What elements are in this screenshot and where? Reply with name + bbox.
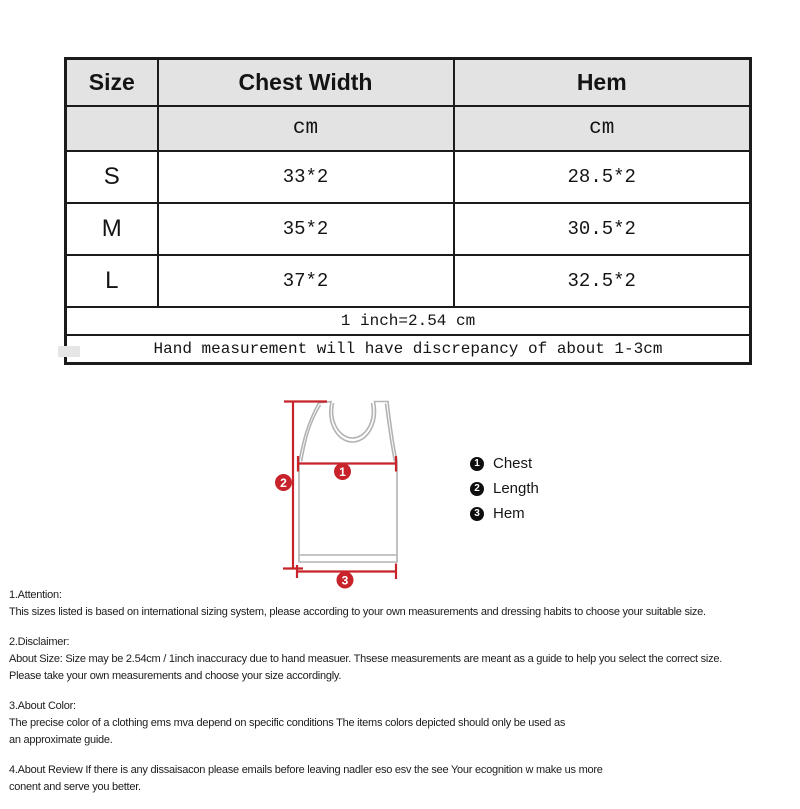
note-text: The precise color of a clothing ems mva depend on specific conditions The items colors depicted should only be used as xyxy=(9,717,566,729)
hem-l: 32.5*2 xyxy=(454,255,751,307)
marker-3-number: 3 xyxy=(341,573,349,588)
neckline-binding xyxy=(333,403,373,438)
unit-cell-hem: cm xyxy=(454,106,751,151)
legend-item-chest xyxy=(470,456,539,471)
note-text: About Size: Size may be 2.54cm / 1inch inaccuracy due to hand measuer. Thsese measurements are meant as a guide to help you select the correct size. xyxy=(9,653,723,665)
note-section-about-review xyxy=(9,762,799,796)
header-chest-width: Chest Width xyxy=(158,59,454,107)
legend-label-chest: Chest xyxy=(493,455,533,472)
marker-1-number: 1 xyxy=(339,464,346,479)
legend-bullet-1: 1 xyxy=(470,457,484,471)
measurement-legend xyxy=(470,456,539,531)
unit-cell-chest: cm xyxy=(158,106,454,151)
tank-top-outline xyxy=(299,402,397,563)
legend-bullet-3: 3 xyxy=(470,507,484,521)
legend-label-hem: Hem xyxy=(493,505,525,522)
note-section-disclaimer xyxy=(9,634,799,685)
legend-label-length: Length xyxy=(493,480,539,497)
note-text: conent and serve you better. xyxy=(9,781,141,793)
measurement-note: Hand measurement will have discrepancy of about 1-3cm xyxy=(66,335,751,364)
conversion-note: 1 inch=2.54 cm xyxy=(66,307,751,335)
note-section-about-color xyxy=(9,698,799,749)
hem-m: 30.5*2 xyxy=(454,203,751,255)
note-text: This sizes listed is based on international sizing system, please according to your own measurements and dressing habits to choose your suitable size. xyxy=(9,606,706,618)
note-title: 3.About Color: xyxy=(9,700,76,712)
legend-item-hem xyxy=(470,506,539,521)
legend-bullet-2: 2 xyxy=(470,482,484,496)
chest-s: 33*2 xyxy=(158,151,454,203)
hem-s: 28.5*2 xyxy=(454,151,751,203)
size-s: S xyxy=(66,151,158,203)
chest-m: 35*2 xyxy=(158,203,454,255)
notes-block xyxy=(9,587,799,809)
scan-artifact xyxy=(58,346,80,357)
size-l: L xyxy=(66,255,158,307)
tank-silhouette xyxy=(299,402,397,563)
chest-l: 37*2 xyxy=(158,255,454,307)
size-m: M xyxy=(66,203,158,255)
note-text: Please take your own measurements and choose your size accordingly. xyxy=(9,670,342,682)
note-title: 2.Disclaimer: xyxy=(9,636,70,648)
note-text: an approximate guide. xyxy=(9,734,113,746)
header-hem: Hem xyxy=(454,59,751,107)
legend-item-length xyxy=(470,481,539,496)
header-size: Size xyxy=(66,59,158,107)
note-section-attention xyxy=(9,587,799,621)
note-title: 1.Attention: xyxy=(9,589,62,601)
note-text: 4.About Review If there is any dissaisacon please emails before leaving nadler eso esv the see Your ecognition w make us more xyxy=(9,764,603,776)
marker-2-number: 2 xyxy=(280,475,287,490)
